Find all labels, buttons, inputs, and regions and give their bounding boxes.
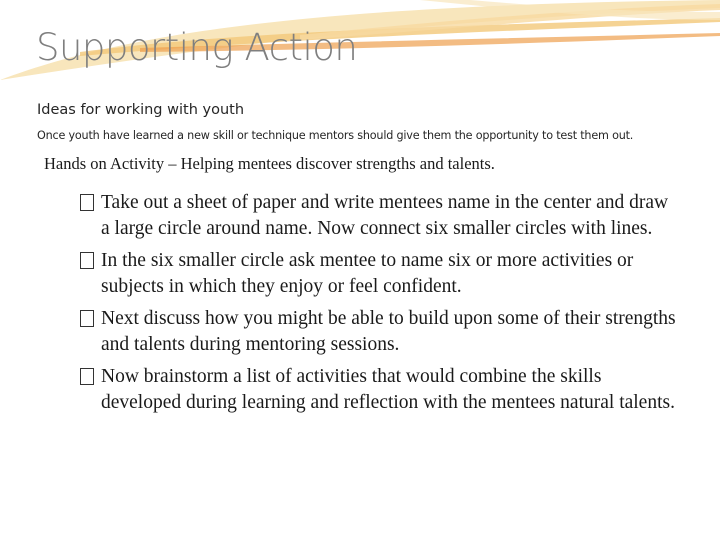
bullet-text: Take out a sheet of paper and write mentees name in the center and draw a large circle around name. Now connect six smaller circles with lines. xyxy=(101,192,669,239)
intro-text: Once youth have learned a new skill or technique mentors should give them the opportunity to test them out. xyxy=(37,129,634,142)
bullet-item xyxy=(80,190,680,242)
bullet-item xyxy=(80,248,680,300)
box-bullet-icon xyxy=(80,194,94,211)
box-bullet-icon xyxy=(80,310,94,327)
slide-title: Supporting Action xyxy=(36,26,358,69)
box-bullet-icon xyxy=(80,252,94,269)
bullet-list xyxy=(80,190,680,422)
box-bullet-icon xyxy=(80,368,94,385)
slide-subtitle: Ideas for working with youth xyxy=(37,102,245,118)
bullet-item xyxy=(80,306,680,358)
activity-heading: Hands on Activity – Helping mentees discover strengths and talents. xyxy=(44,154,495,173)
bullet-text: Next discuss how you might be able to build upon some of their strengths and talents during mentoring sessions. xyxy=(101,308,676,355)
bullet-item xyxy=(80,364,680,416)
bullet-text: In the six smaller circle ask mentee to name six or more activities or subjects in which they enjoy or feel confident. xyxy=(101,250,634,297)
bullet-text: Now brainstorm a list of activities that would combine the skills developed during learning and reflection with the mentees natural talents. xyxy=(101,366,675,413)
